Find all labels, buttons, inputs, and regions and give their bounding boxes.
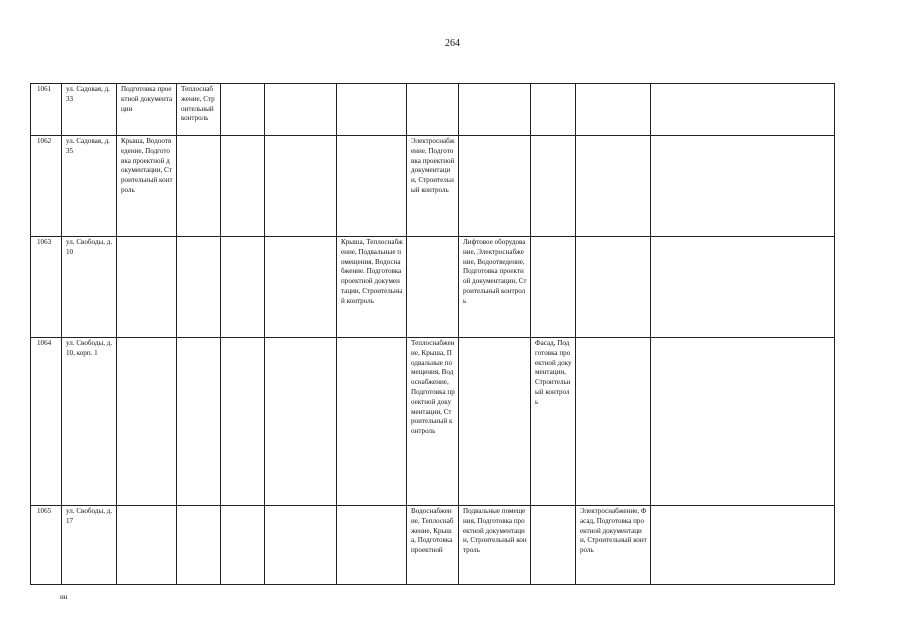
work-type-cell (337, 84, 407, 136)
work-type-cell (459, 84, 531, 136)
footer-note: нн (60, 593, 68, 601)
row-number-cell: 1061 (31, 84, 62, 136)
work-type-cell: Подвальные помещения, Подготовка проектной документации, Строительный контроль (459, 506, 531, 585)
work-type-cell: Крыша, Теплоснабжение, Подвальные помещения, Водоснабжение. Подготовка проектной документации, Строительный контроль (337, 237, 407, 338)
row-number-cell: 1064 (31, 338, 62, 506)
work-type-cell (221, 506, 265, 585)
table-row (31, 84, 835, 136)
work-type-cell (265, 136, 337, 237)
work-type-cell (221, 136, 265, 237)
work-type-cell (337, 506, 407, 585)
work-type-cell (177, 237, 221, 338)
capital-repair-table (30, 83, 835, 585)
work-type-cell (117, 338, 177, 506)
work-type-cell (177, 136, 221, 237)
work-type-cell (651, 506, 835, 585)
work-type-cell: Электроснабжение, Подготовка проектной документации, Строительный контроль (407, 136, 459, 237)
work-type-cell: Теплоснабжение, Строительный контроль (177, 84, 221, 136)
work-type-cell (651, 338, 835, 506)
work-type-cell: Электроснабжение, Фасад, Подготовка проектной документации, Строительный контроль (576, 506, 651, 585)
work-type-cell (407, 84, 459, 136)
work-type-cell (531, 237, 576, 338)
address-cell: ул. Свободы, д. 17 (62, 506, 117, 585)
work-type-cell (117, 506, 177, 585)
work-type-cell: Теплоснабжение, Крыша, Подвальные помещения, Водоснабжение, Подготовка проектной документации, Строительный контроль (407, 338, 459, 506)
row-number-cell: 1065 (31, 506, 62, 585)
work-type-cell (265, 237, 337, 338)
work-type-cell (651, 136, 835, 237)
work-type-cell (576, 136, 651, 237)
table-body (31, 84, 835, 585)
work-type-cell: Подготовка проектной документации (117, 84, 177, 136)
table-row (31, 237, 835, 338)
work-type-cell (337, 136, 407, 237)
work-type-cell (531, 136, 576, 237)
work-type-cell: Крыша, Водоотведение, Подготовка проектной документации, Строительный контроль (117, 136, 177, 237)
table-row (31, 338, 835, 506)
address-cell: ул. Свободы, д. 10, корп. 1 (62, 338, 117, 506)
work-type-cell (265, 84, 337, 136)
work-type-cell: Лифтовое оборудование, Электроснабжение, Водоотведение, Подготовка проектной документации, Строительный контроль (459, 237, 531, 338)
work-type-cell (117, 237, 177, 338)
work-type-cell (651, 237, 835, 338)
work-type-cell (651, 84, 835, 136)
work-type-cell: Водоснабжение, Теплоснабжение, Крыша, Подготовка проектной (407, 506, 459, 585)
work-type-cell (177, 506, 221, 585)
work-type-cell (459, 338, 531, 506)
work-type-cell (576, 237, 651, 338)
address-cell: ул. Свободы, д. 10 (62, 237, 117, 338)
work-type-cell (576, 338, 651, 506)
address-cell: ул. Садовая, д. 35 (62, 136, 117, 237)
work-type-cell (265, 506, 337, 585)
work-type-cell (407, 237, 459, 338)
work-type-cell (459, 136, 531, 237)
work-type-cell (531, 84, 576, 136)
address-cell: ул. Садовая, д. 33 (62, 84, 117, 136)
table-row (31, 506, 835, 585)
page-number: 264 (445, 38, 460, 49)
work-type-cell (337, 338, 407, 506)
table-row (31, 136, 835, 237)
work-type-cell: Фасад, Подготовка проектной документации, Строительный контроль (531, 338, 576, 506)
work-type-cell (177, 338, 221, 506)
work-type-cell (531, 506, 576, 585)
work-type-cell (265, 338, 337, 506)
work-type-cell (576, 84, 651, 136)
row-number-cell: 1062 (31, 136, 62, 237)
work-type-cell (221, 237, 265, 338)
work-type-cell (221, 84, 265, 136)
work-type-cell (221, 338, 265, 506)
row-number-cell: 1063 (31, 237, 62, 338)
